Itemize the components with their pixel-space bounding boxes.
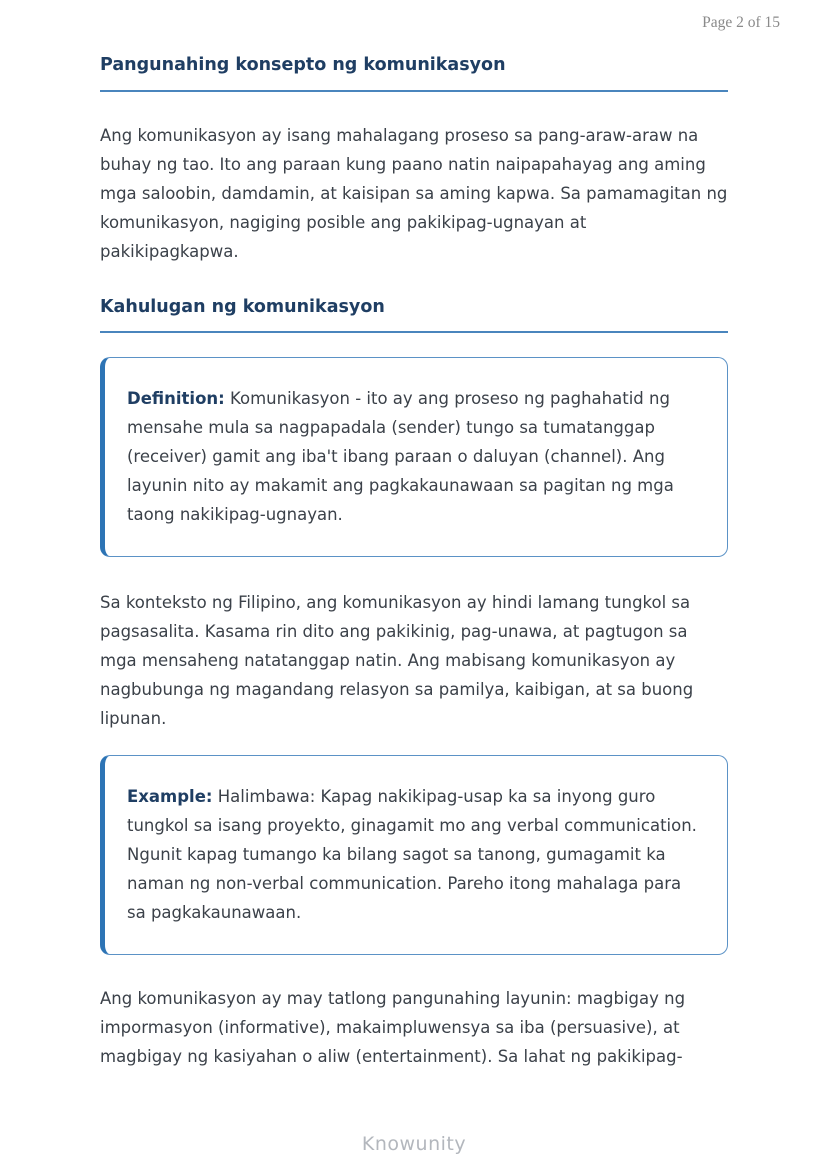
- context-paragraph: Sa konteksto ng Filipino, ang komunikasyon ay hindi lamang tungkol sa pagsasalita. Kasama rin dito ang pakikinig, pag-unawa, at pagtugon sa mga mensaheng natatanggap natin. Ang mabisang komunikasyon ay nagbubunga ng magandang relasyon sa pamilya, kaibigan, at sa buong lipunan.: [100, 593, 694, 728]
- example-callout: [100, 755, 728, 955]
- definition-text: [127, 384, 699, 529]
- heading-divider: [100, 331, 728, 333]
- closing-paragraph: Ang komunikasyon ay may tatlong pangunahing layunin: magbigay ng impormasyon (informative), makaimpluwensya sa iba (persuasive), at magbigay ng kasiyahan o aliw (entertainment). Sa lahat ng pakikipag-: [100, 989, 686, 1066]
- intro-paragraph: Ang komunikasyon ay isang mahalagang proseso sa pang-araw-araw na buhay ng tao. Ito ang paraan kung paano natin naipapahayag ang aming mga saloobin, damdamin, at kaisipan sa aming kapwa. Sa pamamagitan ng komunikasyon, nagiging posible ang pakikipag-ugnayan at pakikipagkapwa.: [100, 126, 728, 261]
- definition-body: Komunikasyon - ito ay ang proseso ng paghahatid ng mensahe mula sa nagpapadala (sender) tungo sa tumatanggap (receiver) gamit ang iba't ibang paraan o daluyan (channel). Ang layunin nito ay makamit ang pagkakaunawaan sa pagitan ng mga taong nakikipag-ugnayan.: [127, 389, 674, 524]
- example-text: [127, 782, 699, 927]
- page-content: [100, 0, 728, 1071]
- example-label: Example:: [127, 787, 213, 806]
- section-heading-pangunahing-konsepto: Pangunahing konsepto ng komunikasyon: [100, 55, 506, 75]
- example-body: Halimbawa: Kapag nakikipag-usap ka sa inyong guro tungkol sa isang proyekto, ginagamit mo ang verbal communication. Ngunit kapag tumango ka bilang sagot sa tanong, gumagamit ka naman ng non-verbal communication. Pareho itong mahalaga para sa pagkakaunawaan.: [127, 787, 697, 922]
- definition-label: Definition:: [127, 389, 225, 408]
- section-heading-kahulugan: Kahulugan ng komunikasyon: [100, 297, 385, 317]
- page-number: Page 2 of 15: [702, 14, 780, 31]
- definition-callout: [100, 357, 728, 557]
- footer-brand: Knowunity: [361, 1133, 467, 1155]
- heading-divider: [100, 90, 728, 92]
